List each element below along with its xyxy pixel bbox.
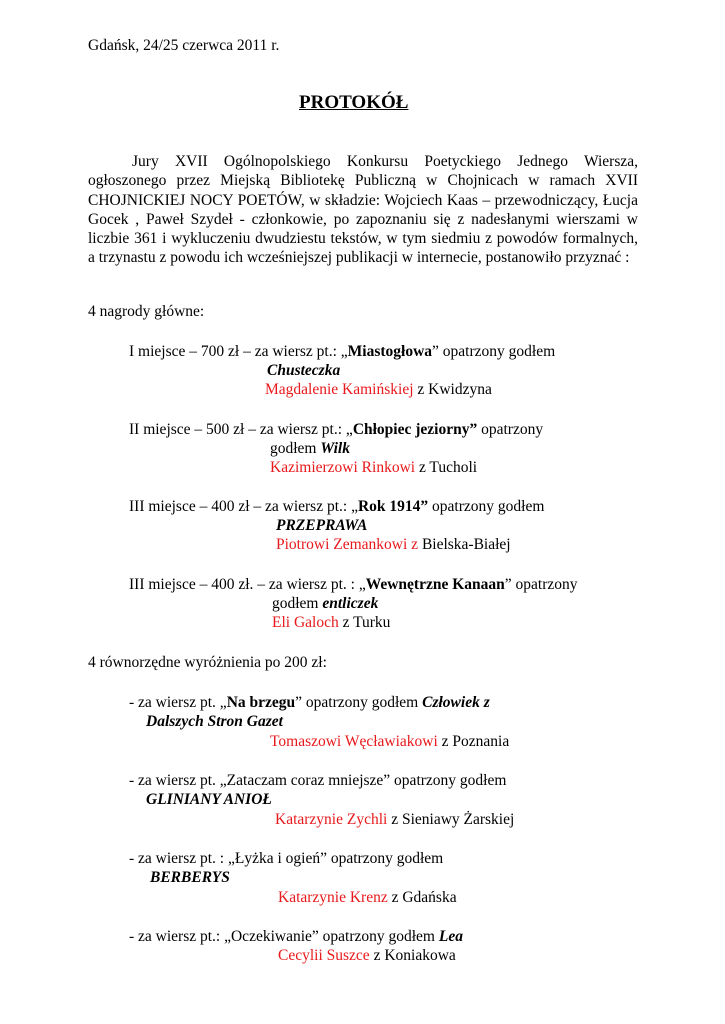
- intro-text: Jury XVII Ogólnopolskiego Konkursu Poetyckiego Jednego Wiersza, ogłoszonego przez Miejską Bibliotekę Publiczną w Chojnicach w ramach XVII CHOJNICKIEJ NOCY POETÓW, w składzie: Wojciech Kaas – przewodniczący, Łucja Gocek , Paweł Szydeł - członkowie, po zapoznaniu się z nadesłanymi wierszami w liczbie 361 i wykluczeniu dwudziestu tekstów, w tym siedmiu z powodów formalnych, a trzynastu z powodu ich wcześniejszej publikacji w internecie, postanowiło przyznać :: [88, 153, 638, 267]
- distinction-winner-line: Cecylii Suszce z Koniakowa: [278, 947, 456, 964]
- prize-motto: Wilk: [320, 440, 350, 457]
- prize-winner-line: Eli Galoch z Turku: [272, 614, 391, 631]
- distinction-motto: BERBERYS: [150, 869, 230, 886]
- distinction-line: - za wiersz pt.: „Oczekiwanie” opatrzony godłem Lea: [129, 928, 463, 945]
- winner-name: Cecylii Suszce: [278, 947, 370, 964]
- date-line: Gdańsk, 24/25 czerwca 2011 r.: [88, 37, 280, 54]
- winner-name: Piotrowi Zemankowi z: [276, 536, 419, 553]
- distinction-motto: Dalszych Stron Gazet: [146, 713, 283, 730]
- distinction-line: - za wiersz pt. „Na brzegu” opatrzony godłem Człowiek z: [129, 694, 490, 711]
- prize-line: I miejsce – 700 zł – za wiersz pt.: „Miastogłowa” opatrzony godłem: [129, 343, 556, 360]
- poem-title: Miastogłowa: [347, 343, 433, 360]
- distinction-winner-line: Katarzynie Zychli z Sieniawy Żarskiej: [275, 811, 515, 828]
- distinction-line: - za wiersz pt. : „Łyżka i ogień” opatrzony godłem: [129, 850, 444, 867]
- winner-name: Tomaszowi Węcławiakowi: [270, 733, 438, 750]
- prize-motto-line: godłem Wilk: [270, 440, 350, 457]
- main-prizes-heading: 4 nagrody główne:: [88, 303, 205, 320]
- prize-winner-line: Piotrowi Zemankowi z Bielska-Białej: [276, 536, 511, 553]
- poem-title: Rok 1914”: [357, 498, 429, 515]
- intro-paragraph: [88, 152, 638, 268]
- prize-motto: Chusteczka: [267, 362, 341, 379]
- distinction-winner-line: Katarzynie Krenz z Gdańska: [278, 889, 457, 906]
- poem-title: Chłopiec jeziorny”: [352, 421, 478, 438]
- winner-name: Magdalenie Kamińskiej: [265, 381, 418, 398]
- winner-name: Eli Galoch: [272, 614, 339, 631]
- distinction-winner-line: Tomaszowi Węcławiakowi z Poznania: [270, 733, 510, 750]
- poem-title: Wewnętrzne Kanaan: [365, 576, 505, 593]
- prize-winner-line: Kazimierzowi Rinkowi z Tucholi: [270, 459, 478, 476]
- distinction-motto: GLINIANY ANIOŁ: [146, 791, 272, 808]
- distinctions-heading: 4 równorzędne wyróżnienia po 200 zł:: [88, 654, 327, 671]
- prize-line: III miejsce – 400 zł. – za wiersz pt. : „Wewnętrzne Kanaan” opatrzony: [129, 576, 578, 593]
- winner-name: Kazimierzowi Rinkowi: [270, 459, 416, 476]
- distinction-line: - za wiersz pt. „Zataczam coraz mniejsze” opatrzony godłem: [129, 772, 507, 789]
- prize-motto: entliczek: [322, 595, 379, 612]
- prize-motto-line: godłem entliczek: [272, 595, 379, 612]
- prize-line: III miejsce – 400 zł – za wiersz pt.: „Rok 1914” opatrzony godłem: [129, 498, 545, 515]
- prize-winner-line: Magdalenie Kamińskiej z Kwidzyna: [265, 381, 492, 398]
- distinction-motto: Człowiek z: [422, 694, 490, 711]
- document-title: PROTOKÓŁ: [299, 92, 409, 113]
- distinction-motto: Lea: [438, 928, 463, 945]
- winner-name: Katarzynie Krenz: [278, 889, 392, 906]
- prize-motto: PRZEPRAWA: [276, 517, 368, 534]
- poem-title: Na brzegu: [226, 694, 296, 711]
- winner-name: Katarzynie Zychli: [275, 811, 388, 828]
- prize-line: II miejsce – 500 zł – za wiersz pt.: „Chłopiec jeziorny” opatrzony: [129, 421, 544, 438]
